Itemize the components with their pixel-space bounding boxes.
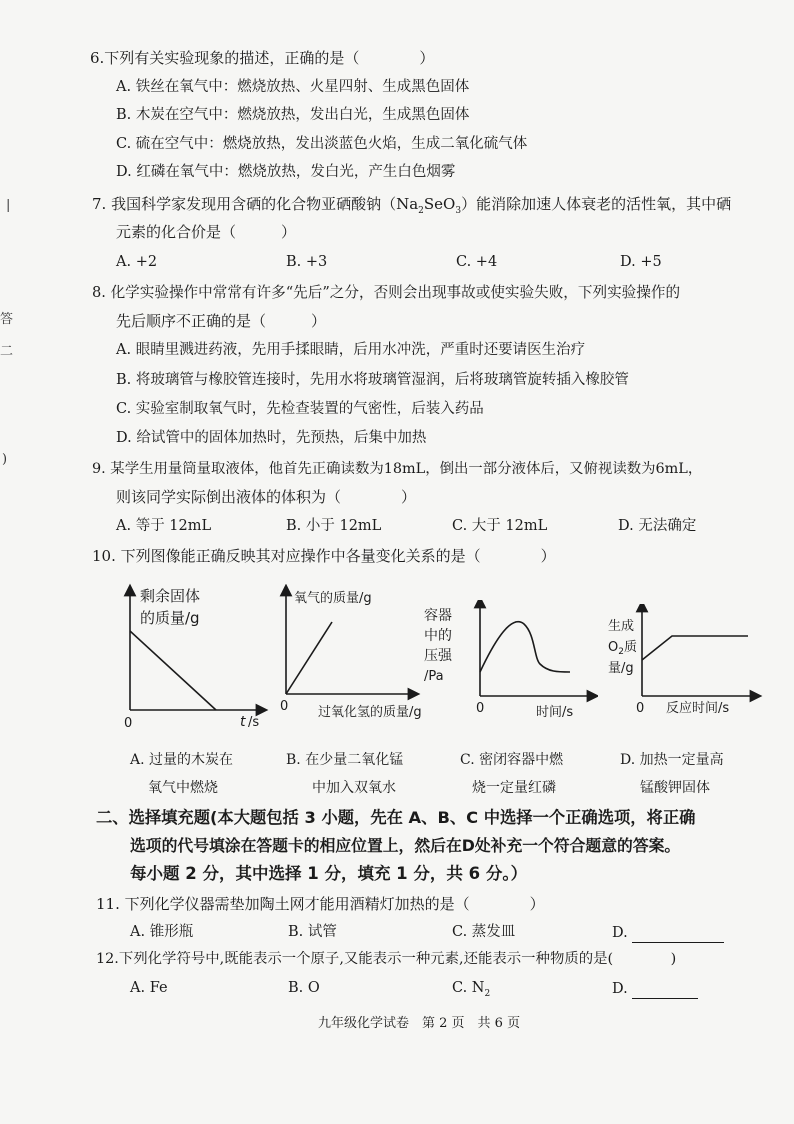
q11-answer-blank (632, 922, 724, 943)
q9-option-c: C. 大于 12mL (452, 518, 548, 534)
q12-option-a: A. Fe (130, 980, 168, 996)
margin-mark-1: | (6, 198, 11, 213)
q12-answer-blank (632, 978, 698, 999)
graph-a-origin: 0 (124, 716, 133, 731)
q8-option-b: B. 将玻璃管与橡胶管连接时，先用水将玻璃管湿润，后将玻璃管旋转插入橡胶管 (116, 372, 629, 388)
q10-caption-d-line2: 锰酸钾固体 (640, 780, 710, 796)
q12-option-b: B. O (288, 980, 320, 996)
q9-option-a: A. 等于 12mL (116, 518, 212, 534)
graph-b-ylabel: 氧气的质量/g (294, 591, 372, 606)
q7-option-c: C. +4 (456, 254, 498, 270)
graph-b-origin: 0 (280, 699, 289, 714)
q7-stem-b: ）能消除加速人体衰老的活性氧，其中硒 (461, 195, 732, 213)
q11-option-b: B. 试管 (288, 924, 337, 940)
graph-a-curve (130, 631, 216, 710)
graph-c-xlabel: 时间/s (536, 705, 574, 720)
graph-c-ylabel-1: 容器 (424, 608, 452, 624)
q9-stem-line2: 则该同学实际倒出液体的体积为（ ） (116, 488, 417, 506)
q10-caption-b-line2: 中加入双氧水 (312, 780, 396, 796)
margin-mark-3: 二 (0, 344, 14, 359)
q12-option-d: D. (612, 978, 698, 999)
q12-stem: 12.下列化学符号中,既能表示一个原子,又能表示一种元素,还能表示一种物质的是( ) (96, 951, 677, 967)
q9-option-b: B. 小于 12mL (286, 518, 382, 534)
q6-option-c: C. 硫在空气中：燃烧放热，发出淡蓝色火焰，生成二氧化硫气体 (116, 136, 528, 152)
q10-caption-c-line2: 烧一定量红磷 (472, 780, 556, 796)
q11-stem: 11. 下列化学仪器需垫加陶土网才能用酒精灯加热的是（ ） (96, 895, 545, 913)
q10-caption-a-line1: A. 过量的木炭在 (130, 752, 234, 768)
q8-option-c: C. 实验室制取氧气时，先检查装置的气密性，后装入药品 (116, 401, 484, 417)
graph-d-curve (642, 636, 748, 660)
q9-stem: 9. 某学生用量筒量取液体，他首先正确读数为18mL，倒出一部分液体后，又俯视读数为6mL， (92, 461, 703, 477)
graph-a (112, 582, 272, 732)
q10-stem: 10. 下列图像能正确反映其对应操作中各量变化关系的是（ ） (92, 547, 556, 565)
margin-mark-4: ) (2, 452, 8, 467)
graph-d-xlabel: 反应时间/s (666, 701, 730, 716)
graph-b-curve (286, 622, 332, 694)
graph-c-origin: 0 (476, 701, 485, 716)
q6-stem: 6.下列有关实验现象的描述，正确的是（ ） (90, 49, 435, 67)
graph-b-xlabel: 过氧化氢的质量/g (318, 705, 422, 720)
q6-option-b: B. 木炭在空气中：燃烧放热，发出白光，生成黑色固体 (116, 107, 470, 123)
section-2-heading-line2: 选项的代号填涂在答题卡的相应位置上，然后在D处补充一个符合题意的答案。 (130, 836, 681, 855)
q8-stem: 8. 化学实验操作中常常有许多“先后”之分，否则会出现事故或使实验失败，下列实验操作的 (92, 284, 681, 301)
q12-option-c: C. $N_2$ (452, 980, 491, 999)
graph-c-ylabel-3: 压强 (424, 648, 452, 664)
q7-stem-a: 7. 我国科学家发现用含硒的化合物亚硒酸钠（ (92, 195, 397, 213)
graph-c-curve (480, 622, 570, 672)
q10-caption-d-line1: D. 加热一定量高 (620, 752, 724, 768)
q8-option-a: A. 眼睛里溅进药液，先用手揉眼睛，后用水冲洗，严重时还要请医生治疗 (116, 342, 586, 358)
q11-option-c: C. 蒸发皿 (452, 924, 516, 940)
graph-d-origin: 0 (636, 701, 645, 716)
graph-c (418, 600, 598, 720)
graph-a-ylabel-1: 剩余固体 (140, 587, 201, 605)
q9-option-d: D. 无法确定 (618, 518, 697, 534)
q7-option-b: B. +3 (286, 254, 328, 270)
graph-a-xlabel-unit: /s (248, 715, 260, 730)
q7-option-d: D. +5 (620, 254, 662, 270)
q6-option-d: D. 红磷在氧气中：燃烧放热，发白光，产生白色烟雾 (116, 164, 456, 180)
q11-option-a: A. 锥形瓶 (130, 924, 194, 940)
graph-c-ylabel-4: /Pa (424, 669, 444, 684)
q10-caption-c-line1: C. 密闭容器中燃 (460, 752, 564, 768)
q6-option-a: A. 铁丝在氧气中：燃烧放热、火星四射、生成黑色固体 (116, 79, 470, 95)
page-footer: 九年级化学试卷 第 2 页 共 6 页 (318, 1016, 521, 1031)
graph-a-xlabel-t: t (240, 714, 246, 730)
margin-mark-2: 答 (0, 312, 14, 327)
graph-a-ylabel-2: 的质量/g (140, 609, 200, 627)
q8-option-d: D. 给试管中的固体加热时，先预热，后集中加热 (116, 430, 427, 446)
q7-stem-line2: 元素的化合价是（ ） (116, 223, 297, 241)
q10-caption-a-line2: 氧气中燃烧 (148, 780, 218, 796)
q10-caption-b-line1: B. 在少量二氧化锰 (286, 752, 404, 768)
q8-stem-line2: 先后顺序不正确的是（ ） (116, 312, 327, 330)
graph-d (600, 604, 790, 720)
q7-formula: $Na_2SeO_3$ (396, 195, 462, 216)
graph-d-ylabel-3: 量/g (608, 661, 634, 676)
graph-d-ylabel-2: $O_2$质 (608, 640, 637, 657)
graph-c-ylabel-2: 中的 (424, 628, 452, 644)
q7-option-a: A. +2 (116, 254, 158, 270)
section-2-heading-line3: 每小题 2 分，其中选择 1 分，填充 1 分，共 6 分。） (130, 864, 528, 883)
section-2-heading-line1: 二、选择填充题(本大题包括 3 小题，先在 A、B、C 中选择一个正确选项，将正确 (96, 808, 696, 827)
q11-option-d: D. (612, 922, 724, 943)
graph-d-ylabel-1: 生成 (608, 619, 635, 634)
q7-stem (92, 194, 731, 221)
